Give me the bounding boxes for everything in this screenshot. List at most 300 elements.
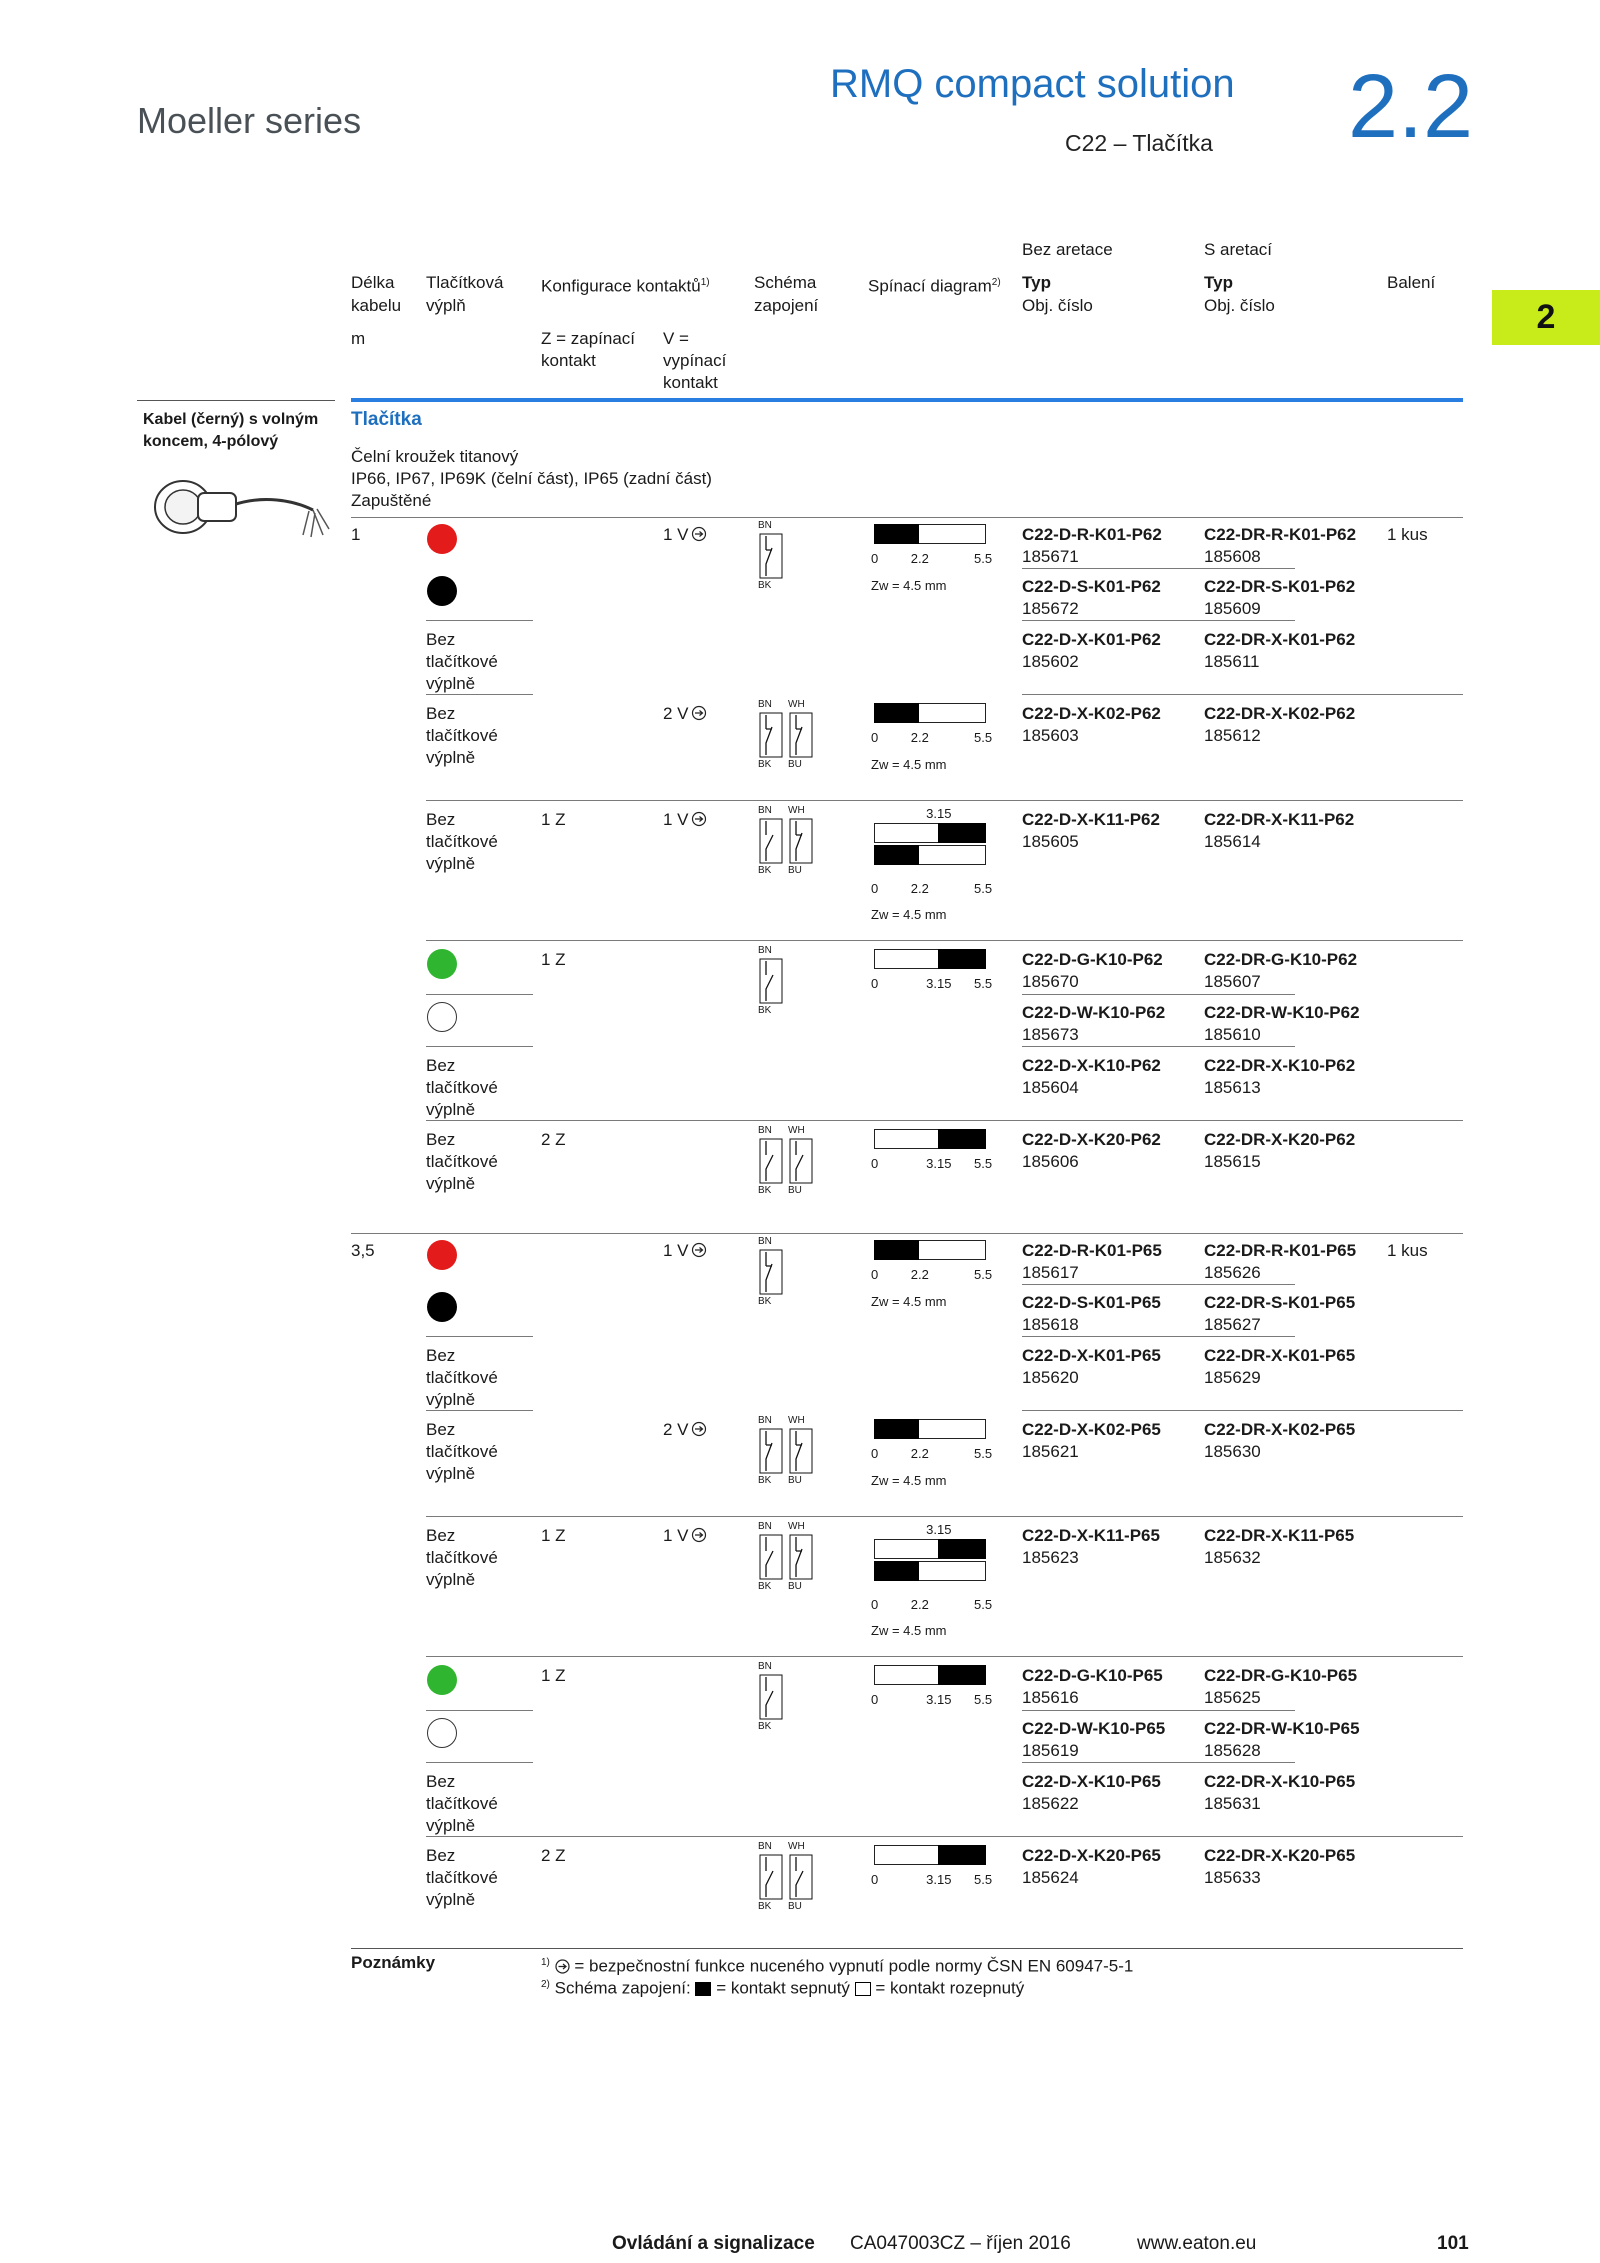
g0-p1-type-s: C22-DR-S-K01-P62 (1204, 577, 1356, 596)
g1-d2-t22: 2.2 (910, 1446, 929, 1461)
g0-p1-type-bez: C22-D-S-K01-P62 (1022, 577, 1161, 596)
g0-black-button (427, 576, 457, 606)
g0-d1-bar-fill (874, 524, 919, 544)
g0-d3-t315: 3.15 (926, 806, 952, 821)
g1-p0-order-bez: 185617 (1022, 1263, 1079, 1282)
safety-arrow-icon (691, 1421, 707, 1437)
note-1-text: = bezpečnostní funkce nuceného vypnutí podle normy ČSN EN 60947-5-1 (574, 1956, 1134, 1976)
g1-d1-t0: 0 (871, 1267, 879, 1282)
g1-d2-zw: Zw = 4.5 mm (871, 1473, 947, 1488)
g1-row9-bez-2: tlačítkové (426, 1868, 498, 1887)
g1-d4-t0: 0 (871, 1692, 879, 1707)
g0-d5-t0: 0 (871, 1156, 879, 1171)
g0-r2a (426, 694, 533, 695)
g1-row8-bez-3: výplně (426, 1816, 476, 1835)
section-title: Tlačítka (351, 409, 422, 430)
g0-p5-order-s: 185607 (1204, 972, 1261, 991)
g0-s3-bu: BU (788, 865, 802, 876)
g1-p7-order-s: 185631 (1204, 1794, 1261, 1813)
g1-red-button (427, 1240, 457, 1270)
g0-cfg-1v (663, 524, 707, 546)
g1-cfg-1z-b-text: 1 Z (541, 1666, 566, 1685)
g1-p0-order-s: 185626 (1204, 1263, 1261, 1282)
g1-d1-bar-fill (874, 1240, 919, 1260)
g0-s4-bn: BN (758, 945, 772, 956)
g0-p4-order-s: 185614 (1204, 832, 1261, 851)
g1-s3-wh: WH (788, 1521, 805, 1532)
g0-d5-t315: 3.15 (926, 1156, 952, 1171)
col-spinaci (868, 272, 1001, 298)
g0-d3-zw: Zw = 4.5 mm (871, 907, 947, 922)
g1-p5-order-bez: 185616 (1022, 1688, 1079, 1707)
g0-p8-type-bez: C22-D-X-K20-P62 (1022, 1130, 1161, 1149)
g0-s1-bn: BN (758, 520, 772, 531)
g1-row5-bez-3: výplně (426, 1570, 476, 1589)
g1-s1-bn: BN (758, 1236, 772, 1247)
g1-p3-order-s: 185630 (1204, 1442, 1261, 1461)
g1-d4-bar-fill (938, 1665, 986, 1685)
g0-row9-bez-1: Bez (426, 1130, 456, 1149)
g0-p2-type-s: C22-DR-X-K01-P62 (1204, 630, 1356, 649)
g1-d2-t0: 0 (871, 1446, 879, 1461)
g1-d3-bar-nc-fill (874, 1561, 919, 1581)
col-vypln: výplň (426, 296, 466, 315)
g1-s3-bu: BU (788, 1581, 802, 1592)
g1-r3 (426, 1516, 1463, 1517)
g0-top-rule (351, 517, 1463, 518)
g1-s2-bk: BK (758, 1475, 772, 1486)
g0-p7-order-bez: 185604 (1022, 1078, 1079, 1097)
g0-p2-order-bez: 185602 (1022, 652, 1079, 671)
g0-s1-bk: BK (758, 580, 772, 591)
g1-cfg-1z-text: 1 Z (541, 1526, 566, 1545)
g0-p8-order-s: 185615 (1204, 1152, 1261, 1171)
col-bez-aretace: Bez aretace (1022, 240, 1113, 259)
series-title: Moeller series (137, 100, 362, 141)
g1-p7-type-bez: C22-D-X-K10-P65 (1022, 1772, 1161, 1791)
g1-row5-bez-1: Bez (426, 1526, 456, 1545)
g1-cfg-1v-b (663, 1525, 707, 1547)
g1-cfg-2z (541, 1845, 566, 1867)
g1-p1-type-s: C22-DR-S-K01-P65 (1204, 1293, 1356, 1312)
col-obj-1: Obj. číslo (1022, 296, 1093, 315)
g1-s5-wh: WH (788, 1841, 805, 1852)
note-2-text-b: = kontakt sepnutý (716, 1978, 850, 1998)
col-zapojeni: zapojení (754, 296, 819, 315)
g0-p4-order-bez: 185605 (1022, 832, 1079, 851)
g0-row4-bez-1: Bez (426, 704, 456, 723)
g1-p3-type-bez: C22-D-X-K02-P65 (1022, 1420, 1161, 1439)
g0-red-button (427, 524, 457, 554)
g0-row8-bez-1: Bez (426, 1056, 456, 1075)
g1-p5-type-s: C22-DR-G-K10-P65 (1204, 1666, 1358, 1685)
g0-cfg-2v (663, 703, 707, 725)
g1-d4-t315: 3.15 (926, 1692, 952, 1707)
legend-v3: kontakt (663, 373, 718, 392)
g0-r6 (1022, 1046, 1295, 1047)
g0-p3-order-s: 185612 (1204, 726, 1261, 745)
g1-p4-type-s: C22-DR-X-K11-P65 (1204, 1526, 1355, 1545)
footnote-ref: 1) (700, 277, 710, 288)
g1-row4-bez-3: výplně (426, 1464, 476, 1483)
g1-p1-order-bez: 185618 (1022, 1315, 1079, 1334)
g0-cfg-1z-b (541, 949, 566, 971)
g1-d4-t55: 5.5 (974, 1692, 993, 1707)
g0-p3-type-bez: C22-D-X-K02-P62 (1022, 704, 1161, 723)
g1-p2-type-bez: C22-D-X-K01-P65 (1022, 1346, 1161, 1365)
g0-r0 (1022, 568, 1295, 569)
g0-row3-bez-1: Bez (426, 630, 456, 649)
g0-d1-t55: 5.5 (974, 551, 993, 566)
g1-s2-bn: BN (758, 1415, 772, 1426)
g1-p0-type-bez: C22-D-R-K01-P65 (1022, 1241, 1162, 1260)
g0-s5-bn: BN (758, 1125, 772, 1136)
g1-s2-wh: WH (788, 1415, 805, 1426)
g0-p7-order-s: 185613 (1204, 1078, 1261, 1097)
g1-p8-type-s: C22-DR-X-K20-P65 (1204, 1846, 1356, 1865)
open-contact-swatch (855, 1982, 871, 1996)
legend-z: Z = zapínací (541, 329, 636, 348)
legend-v: V = (663, 329, 689, 348)
g1-d5-t315: 3.15 (926, 1872, 952, 1887)
g0-d3-bar-no-fill (938, 823, 986, 843)
g1-cfg-1v (663, 1240, 707, 1262)
g1-d2-bar-fill (874, 1419, 919, 1439)
g0-r1a (426, 620, 533, 621)
g0-p6-type-s: C22-DR-W-K10-P62 (1204, 1003, 1360, 1022)
g0-s3-wh: WH (788, 805, 805, 816)
g0-row9-bez-2: tlačítkové (426, 1152, 498, 1171)
g0-d5-t55: 5.5 (974, 1156, 993, 1171)
g1-r5 (1022, 1710, 1295, 1711)
g0-row4-bez-3: výplně (426, 748, 476, 767)
section-rule (351, 398, 1463, 402)
g1-s5-bk: BK (758, 1901, 772, 1912)
g1-p4-type-bez: C22-D-X-K11-P65 (1022, 1526, 1160, 1545)
side-label-2: koncem, 4-pólový (143, 433, 279, 450)
g0-r5 (1022, 994, 1295, 995)
col-kabelu: kabelu (351, 296, 402, 315)
g0-r7 (426, 1120, 1463, 1121)
g0-cfg-2z-text: 2 Z (541, 1130, 566, 1149)
g1-row3-bez-1: Bez (426, 1346, 456, 1365)
g0-p4-type-s: C22-DR-X-K11-P62 (1204, 810, 1355, 829)
g0-d4-t55: 5.5 (974, 976, 993, 991)
unit-m: m (351, 329, 366, 348)
g1-row8-bez-1: Bez (426, 1772, 456, 1791)
g1-p1-type-bez: C22-D-S-K01-P65 (1022, 1293, 1161, 1312)
g1-d5-t0: 0 (871, 1872, 879, 1887)
g0-r1 (1022, 620, 1295, 621)
g0-d4-bar-fill (938, 949, 986, 969)
g0-p2-type-bez: C22-D-X-K01-P62 (1022, 630, 1161, 649)
g0-s4-bk: BK (758, 1005, 772, 1016)
col-spinaci-text: Spínací diagram (868, 276, 992, 296)
g1-p2-type-s: C22-DR-X-K01-P65 (1204, 1346, 1356, 1365)
g0-p5-type-bez: C22-D-G-K10-P62 (1022, 950, 1163, 969)
g0-pack: 1 kus (1387, 525, 1428, 544)
g0-row4-bez-2: tlačítkové (426, 726, 498, 745)
g1-s3-bn: BN (758, 1521, 772, 1532)
g1-p2-order-s: 185629 (1204, 1368, 1261, 1387)
col-tlacitkova: Tlačítková (426, 273, 504, 292)
col-obj-2: Obj. číslo (1204, 296, 1275, 315)
col-konfigurace-text: Konfigurace kontaktů (541, 276, 701, 296)
g0-p1-order-bez: 185672 (1022, 599, 1079, 618)
note-1-ref: 1) (541, 1957, 550, 1968)
g0-d3-bar-nc-fill (874, 845, 919, 865)
g1-p4-order-s: 185632 (1204, 1548, 1261, 1567)
g0-d1-t22: 2.2 (910, 551, 929, 566)
g1-d3-t22: 2.2 (910, 1597, 929, 1612)
chapter-number: 2.2 (1348, 57, 1474, 157)
g1-row9-bez-1: Bez (426, 1846, 456, 1865)
g1-cfg-1z (541, 1525, 566, 1547)
g0-d2-zw: Zw = 4.5 mm (871, 757, 947, 772)
g0-cfg-1z-text: 1 Z (541, 810, 566, 829)
g1-s3-bk: BK (758, 1581, 772, 1592)
legend-z2: kontakt (541, 351, 596, 370)
col-schema: Schéma (754, 273, 817, 292)
note-2-text-a: Schéma zapojení: (554, 1978, 691, 1998)
notes-rule (351, 1948, 1463, 1949)
g0-s2-bn: BN (758, 699, 772, 710)
col-konfigurace (541, 272, 710, 298)
g1-d5-t55: 5.5 (974, 1872, 993, 1887)
g1-s4-bn: BN (758, 1661, 772, 1672)
g0-row3-bez-2: tlačítkové (426, 652, 498, 671)
g1-row4-bez-2: tlačítkové (426, 1442, 498, 1461)
g0-p5-type-s: C22-DR-G-K10-P62 (1204, 950, 1358, 969)
g0-r3 (426, 800, 1463, 801)
col-typ-2: Typ (1204, 273, 1233, 292)
g0-p5-order-bez: 185670 (1022, 972, 1079, 991)
g1-r4 (426, 1656, 1463, 1657)
safety-arrow-icon (691, 1242, 707, 1258)
g1-p7-order-bez: 185622 (1022, 1794, 1079, 1813)
g0-p4-type-bez: C22-D-X-K11-P62 (1022, 810, 1160, 829)
g0-p2-order-s: 185611 (1204, 652, 1260, 671)
g1-row3-bez-2: tlačítkové (426, 1368, 498, 1387)
g1-p6-type-bez: C22-D-W-K10-P65 (1022, 1719, 1166, 1738)
legend-v2: vypínací (663, 351, 727, 370)
g1-cfg-1z-b (541, 1665, 566, 1687)
g0-cfg-1v-text: 1 V (663, 525, 689, 544)
g1-s5-bn: BN (758, 1841, 772, 1852)
g0-p7-type-bez: C22-D-X-K10-P62 (1022, 1056, 1161, 1075)
g0-green-button (427, 949, 457, 979)
g0-d3-t22: 2.2 (910, 881, 929, 896)
g1-d5-bar-fill (938, 1845, 986, 1865)
note-2-ref: 2) (541, 1979, 550, 1990)
g0-p6-type-bez: C22-D-W-K10-P62 (1022, 1003, 1166, 1022)
g1-r1 (1022, 1336, 1295, 1337)
g0-s2-wh: WH (788, 699, 805, 710)
g0-d2-bar-fill (874, 703, 919, 723)
g1-top-rule (351, 1233, 1463, 1234)
g0-d5-bar-fill (938, 1129, 986, 1149)
col-s-aretaci: S aretací (1204, 240, 1273, 259)
g0-cfg-1v-b-text: 1 V (663, 810, 689, 829)
g1-p8-type-bez: C22-D-X-K20-P65 (1022, 1846, 1161, 1865)
g1-row9-bez-3: výplně (426, 1890, 476, 1909)
g1-row8-bez-2: tlačítkové (426, 1794, 498, 1813)
g1-black-button (427, 1292, 457, 1322)
g0-row5-bez-1: Bez (426, 810, 456, 829)
g1-cfg-2z-text: 2 Z (541, 1846, 566, 1865)
product-title: RMQ compact solution (830, 62, 1235, 106)
g1-s4-bk: BK (758, 1721, 772, 1732)
g1-r1a (426, 1336, 533, 1337)
g0-row3-bez-3: výplně (426, 674, 476, 693)
section-desc-2: IP66, IP67, IP69K (čelní část), IP65 (zadní část) (351, 469, 712, 488)
g1-d2-t55: 5.5 (974, 1446, 993, 1461)
section-desc-1: Čelní kroužek titanový (351, 447, 519, 466)
safety-arrow-icon (555, 1959, 570, 1974)
g0-s3-bn: BN (758, 805, 772, 816)
g1-p0-type-s: C22-DR-R-K01-P65 (1204, 1241, 1357, 1260)
g1-p8-order-bez: 185624 (1022, 1868, 1079, 1887)
g1-length: 3,5 (351, 1241, 375, 1260)
g0-cfg-1z (541, 809, 566, 831)
safety-arrow-icon (691, 1527, 707, 1543)
side-label-1: Kabel (černý) s volným (143, 411, 319, 428)
g1-p6-order-bez: 185619 (1022, 1741, 1079, 1760)
safety-arrow-icon (691, 811, 707, 827)
g1-d1-t55: 5.5 (974, 1267, 993, 1282)
g0-p7-type-s: C22-DR-X-K10-P62 (1204, 1056, 1356, 1075)
g1-r0 (1022, 1284, 1295, 1285)
g1-cfg-2v-text: 2 V (663, 1420, 689, 1439)
g1-d1-t22: 2.2 (910, 1267, 929, 1282)
pushbutton-cable-image (143, 455, 333, 550)
g1-p7-type-s: C22-DR-X-K10-P65 (1204, 1772, 1356, 1791)
g1-row4-bez-1: Bez (426, 1420, 456, 1439)
g0-cfg-2z (541, 1129, 566, 1151)
footer-section: Ovládání a signalizace (612, 2233, 815, 2254)
g0-p0-type-s: C22-DR-R-K01-P62 (1204, 525, 1357, 544)
g1-d3-t0: 0 (871, 1597, 879, 1612)
g1-p4-order-bez: 185623 (1022, 1548, 1079, 1567)
page-subtitle: C22 – Tlačítka (1065, 130, 1213, 156)
g1-p5-order-s: 185625 (1204, 1688, 1261, 1707)
g0-row5-bez-3: výplně (426, 854, 476, 873)
g0-s5-bu: BU (788, 1185, 802, 1196)
g0-row5-bez-2: tlačítkové (426, 832, 498, 851)
g1-p5-type-bez: C22-D-G-K10-P65 (1022, 1666, 1163, 1685)
g1-row3-bez-3: výplně (426, 1390, 476, 1409)
g1-p3-type-s: C22-DR-X-K02-P65 (1204, 1420, 1356, 1439)
g0-r5a (426, 994, 533, 995)
g0-row9-bez-3: výplně (426, 1174, 476, 1193)
g0-p0-type-bez: C22-D-R-K01-P62 (1022, 525, 1162, 544)
g0-s5-bk: BK (758, 1185, 772, 1196)
g0-row8-bez-2: tlačítkové (426, 1078, 498, 1097)
g0-p3-type-s: C22-DR-X-K02-P62 (1204, 704, 1356, 723)
safety-arrow-icon (691, 705, 707, 721)
footnote-ref: 2) (991, 277, 1001, 288)
g0-s2-bk: BK (758, 759, 772, 770)
g1-r7 (426, 1836, 1463, 1837)
col-baleni: Balení (1387, 273, 1436, 292)
g0-white-button (427, 1002, 457, 1032)
g1-s2-bu: BU (788, 1475, 802, 1486)
g0-length: 1 (351, 525, 361, 544)
page-number: 101 (1437, 2233, 1469, 2254)
g0-p8-order-bez: 185606 (1022, 1152, 1079, 1171)
g0-p6-order-bez: 185673 (1022, 1025, 1079, 1044)
g0-cfg-1v-b (663, 809, 707, 831)
g1-p8-order-s: 185633 (1204, 1868, 1261, 1887)
g0-p3-order-bez: 185603 (1022, 726, 1079, 745)
g0-d1-t0: 0 (871, 551, 879, 566)
g0-d2-t55: 5.5 (974, 730, 993, 745)
notes-title: Poznámky (351, 1953, 436, 1972)
g1-p2-order-bez: 185620 (1022, 1368, 1079, 1387)
g0-p1-order-s: 185609 (1204, 599, 1261, 618)
g0-d1-zw: Zw = 4.5 mm (871, 578, 947, 593)
g1-r2a (426, 1410, 533, 1411)
g1-p6-order-s: 185628 (1204, 1741, 1261, 1760)
g0-p0-order-s: 185608 (1204, 547, 1261, 566)
g0-row8-bez-3: výplně (426, 1100, 476, 1119)
g0-cfg-1z-b-text: 1 Z (541, 950, 566, 969)
g0-d2-t22: 2.2 (910, 730, 929, 745)
g0-cfg-2v-text: 2 V (663, 704, 689, 723)
g1-pack: 1 kus (1387, 1241, 1428, 1260)
safety-arrow-icon (691, 526, 707, 542)
g1-p3-order-bez: 185621 (1022, 1442, 1079, 1461)
g0-d2-t0: 0 (871, 730, 879, 745)
col-delka: Délka (351, 273, 395, 292)
g1-d3-bar-no-fill (938, 1539, 986, 1559)
g0-d4-t315: 3.15 (926, 976, 952, 991)
footer-code: CA047003CZ – říjen 2016 (850, 2233, 1071, 2254)
g0-r4 (426, 940, 1463, 941)
g0-s2-bu: BU (788, 759, 802, 770)
section-desc-3: Zapuštěné (351, 491, 432, 510)
g1-r5a (426, 1710, 533, 1711)
col-typ-1: Typ (1022, 273, 1051, 292)
note-2-text-c: = kontakt rozepnutý (875, 1978, 1025, 1998)
g1-white-button (427, 1718, 457, 1748)
chapter-tab[interactable]: 2 (1492, 290, 1600, 345)
g0-p8-type-s: C22-DR-X-K20-P62 (1204, 1130, 1356, 1149)
g1-cfg-1v-text: 1 V (663, 1241, 689, 1260)
g1-d1-zw: Zw = 4.5 mm (871, 1294, 947, 1309)
g1-cfg-1v-b-text: 1 V (663, 1526, 689, 1545)
g0-r2 (1022, 694, 1463, 695)
g0-p0-order-bez: 185671 (1022, 547, 1079, 566)
side-rule (137, 400, 335, 401)
g1-d3-t315: 3.15 (926, 1522, 952, 1537)
g0-s3-bk: BK (758, 865, 772, 876)
footer-url[interactable]: www.eaton.eu (1137, 2233, 1257, 2254)
g1-p6-type-s: C22-DR-W-K10-P65 (1204, 1719, 1360, 1738)
g0-p6-order-s: 185610 (1204, 1025, 1261, 1044)
g1-row5-bez-2: tlačítkové (426, 1548, 498, 1567)
g1-cfg-2v (663, 1419, 707, 1441)
g1-p1-order-s: 185627 (1204, 1315, 1261, 1334)
g1-r2 (1022, 1410, 1463, 1411)
closed-contact-swatch (695, 1982, 711, 1996)
g0-s5-wh: WH (788, 1125, 805, 1136)
g1-s1-bk: BK (758, 1296, 772, 1307)
g1-green-button (427, 1665, 457, 1695)
g1-r6 (1022, 1762, 1295, 1763)
g0-d3-t55: 5.5 (974, 881, 993, 896)
g0-d4-t0: 0 (871, 976, 879, 991)
